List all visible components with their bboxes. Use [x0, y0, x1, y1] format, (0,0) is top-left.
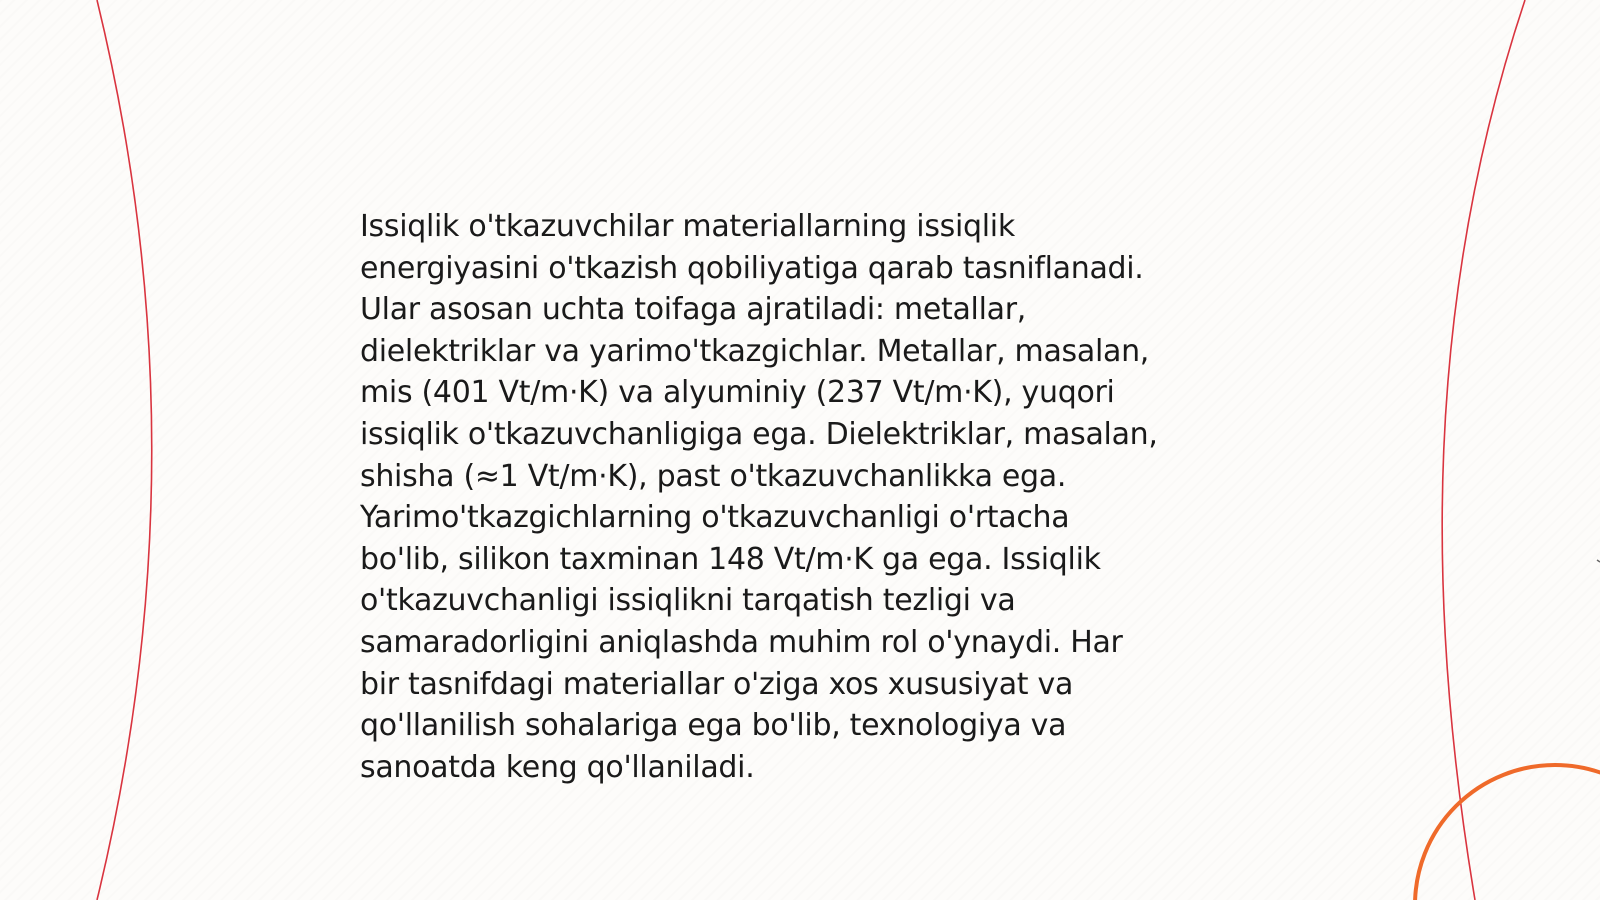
slide-body-text: Issiqlik o'tkazuvchilar materiallarning issiqlik energiyasini o'tkazish qobiliyatiga qarab tasniflanadi. Ular asosan uchta toifaga ajratiladi: metallar, dielektriklar va yarimo'tkazgichlar. Metallar, masalan, mis (401 Vt/m·K) va alyuminiy (237 Vt/m·K), yuqori issiqlik o'tkazuvchanligiga ega. Dielektriklar, masalan, shisha (≈1 Vt/m·K), past o'tkazuvchanlikka ega. Yarimo'tkazgichlarning o'tkazuvchanligi o'rtacha bo'lib, silikon taxminan 148 Vt/m·K ga ega. Issiqlik o'tkazuvchanligi issiqlikni tarqatish tezligi va samaradorligini aniqlashda muhim rol o'ynaydi. Har bir tasnifdagi materiallar o'ziga xos xususiyat va qo'llanilish sohalariga ega bo'lib, texnologiya va sanoatda keng qo'llaniladi. — [360, 209, 1158, 785]
right-curve-line — [1442, 0, 1525, 900]
left-curve-line — [97, 0, 152, 900]
accent-arc — [1415, 765, 1600, 900]
